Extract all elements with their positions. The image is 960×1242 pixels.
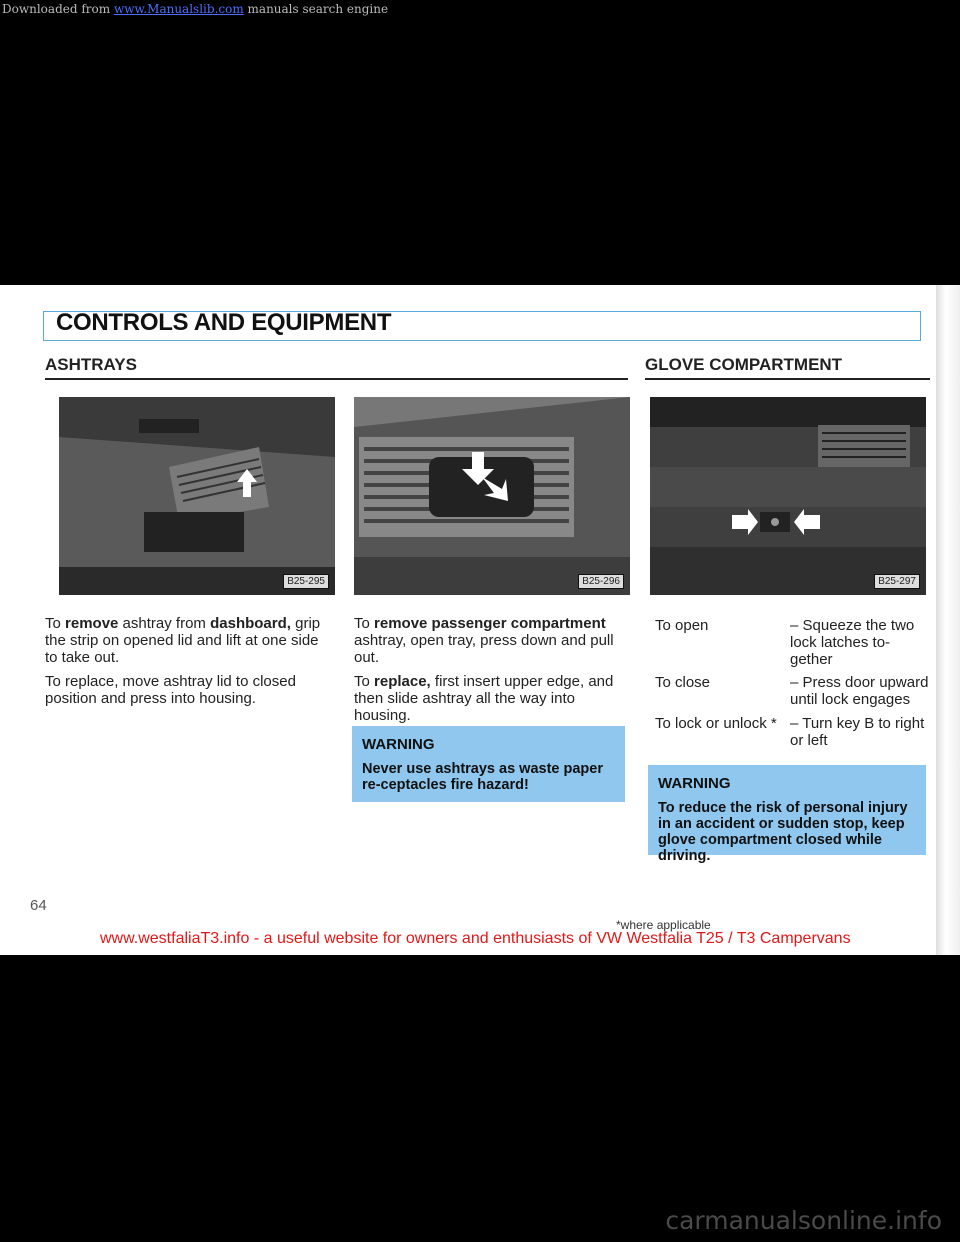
figure-ref-b25-297: B25-297 bbox=[874, 574, 920, 589]
page-header-title: CONTROLS AND EQUIPMENT bbox=[56, 309, 392, 336]
passenger-ashtray-photo bbox=[354, 397, 630, 595]
westfalia-watermark[interactable]: www.westfaliaT3.info - a useful website for owners and enthusiasts of VW Westfalia T25 / T3 Campervans bbox=[100, 930, 851, 947]
glove-compartment-title: GLOVE COMPARTMENT bbox=[645, 355, 843, 374]
glove-row-action: – Turn key B to right or left bbox=[790, 715, 925, 749]
download-prefix: Downloaded from bbox=[2, 2, 111, 16]
passenger-replace-text bbox=[354, 673, 630, 724]
text-segment: first insert upper edge, and then slide ashtray all the way into housing. bbox=[354, 673, 614, 724]
text-segment: To bbox=[354, 615, 375, 632]
glove-rule bbox=[645, 378, 930, 380]
text-segment: To bbox=[354, 673, 375, 690]
dashboard-remove-text bbox=[45, 615, 330, 666]
figure-ref-b25-296: B25-296 bbox=[578, 574, 624, 589]
passenger-ashtray-illustration bbox=[354, 397, 630, 595]
remove-passenger-emphasis: remove passenger compartment bbox=[374, 615, 606, 632]
warning-text: Never use ashtrays as waste paper re-ceptacles fire hazard! bbox=[362, 761, 603, 793]
ashtray-warning-box bbox=[352, 726, 625, 802]
glove-row-label: To open bbox=[655, 617, 709, 634]
manualslib-link[interactable]: www.Manualslib.com bbox=[113, 2, 244, 16]
glove-row-label: To close bbox=[655, 674, 711, 691]
page-number: 64 bbox=[30, 897, 47, 914]
text-segment: To bbox=[45, 615, 66, 632]
footnote: *where applicable bbox=[616, 918, 711, 932]
replace-emphasis: replace, bbox=[374, 673, 431, 690]
text-segment: ashtray, open tray, press down and pull out. bbox=[354, 632, 614, 666]
warning-title: WARNING bbox=[362, 736, 435, 753]
glove-warning-box bbox=[648, 765, 926, 864]
ashtrays-title: ASHTRAYS bbox=[45, 355, 137, 374]
text-segment: ashtray from bbox=[118, 615, 211, 632]
passenger-remove-text bbox=[354, 615, 630, 666]
dashboard-ashtray-photo bbox=[59, 397, 335, 595]
glove-compartment-photo bbox=[650, 397, 926, 595]
glove-row-label: To lock or unlock * bbox=[655, 715, 777, 732]
next-page-edge bbox=[936, 285, 960, 955]
download-notice bbox=[0, 0, 388, 18]
site-watermark: carmanualsonline.info bbox=[665, 1206, 942, 1235]
glove-compartment-illustration bbox=[650, 397, 926, 595]
dashboard-ashtray-illustration bbox=[59, 397, 335, 595]
dashboard-emphasis: dashboard, bbox=[210, 615, 291, 632]
warning-title: WARNING bbox=[658, 775, 731, 792]
warning-text: To reduce the risk of personal injury in an accident or sudden stop, keep glove compartment closed while driving. bbox=[658, 800, 908, 864]
ashtrays-rule bbox=[45, 378, 628, 380]
dashboard-replace-text: To replace, move ashtray lid to closed position and press into housing. bbox=[45, 673, 296, 707]
download-suffix: manuals search engine bbox=[247, 2, 389, 16]
glove-row-action: – Press door upward until lock engages bbox=[790, 674, 929, 708]
text-segment: grip the strip on opened lid and lift at one side to take out. bbox=[45, 615, 321, 666]
figure-ref-b25-295: B25-295 bbox=[283, 574, 329, 589]
glove-row-action: – Squeeze the two lock latches to-gether bbox=[790, 617, 915, 668]
remove-emphasis: remove bbox=[65, 615, 119, 632]
